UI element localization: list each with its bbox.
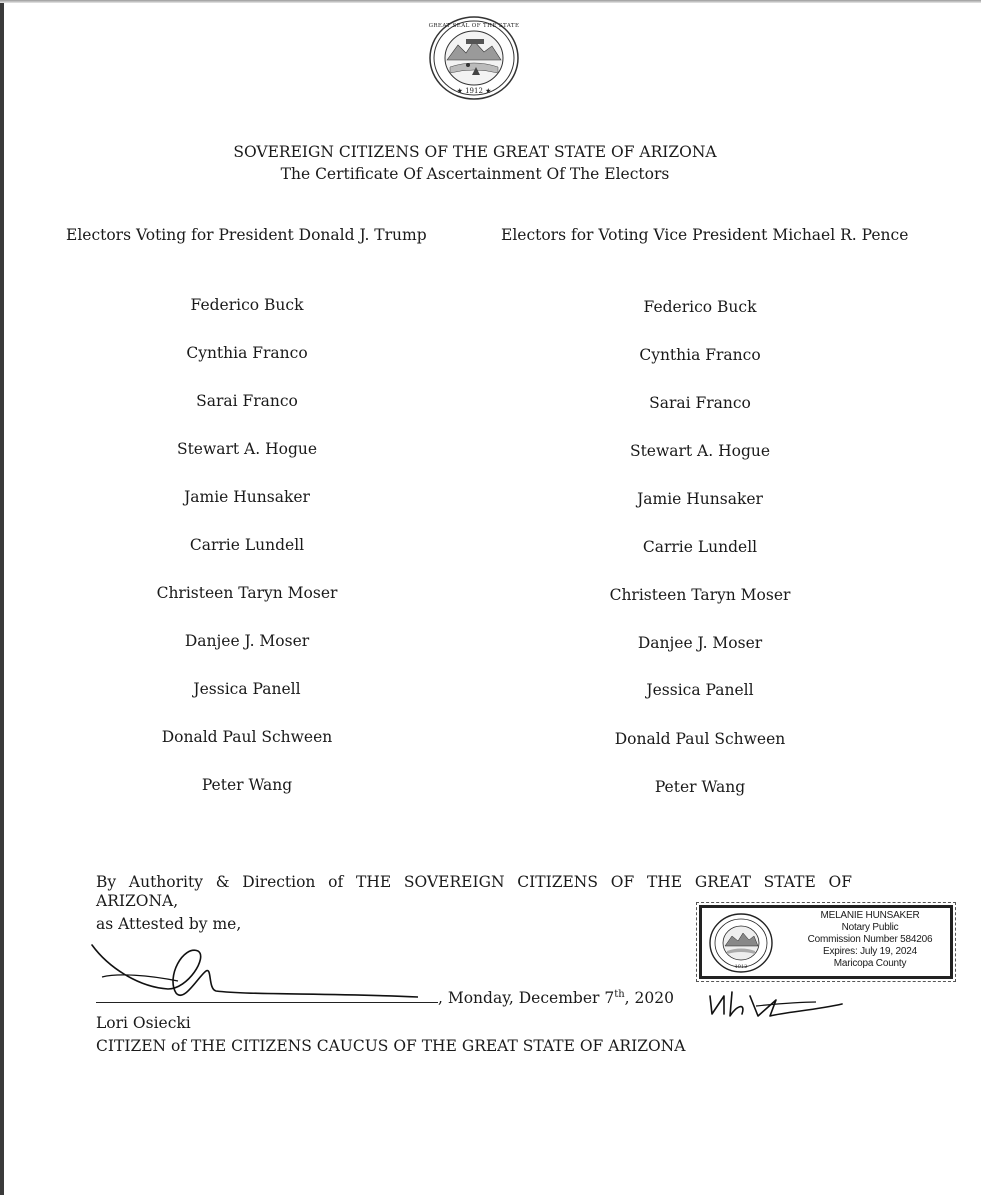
notary-seal-icon [708, 912, 774, 974]
list-item: Carrie Lundell [642, 538, 758, 556]
document-subtitle: The Certificate Of Ascertainment Of The Electors [280, 165, 670, 183]
list-item: Peter Wang [201, 776, 293, 794]
notary-name: MELANIE HUNSAKER [820, 910, 920, 921]
list-item: Danjee J. Moser [184, 632, 310, 650]
date-year: , 2020 [624, 989, 674, 1007]
list-item: Jamie Hunsaker [184, 488, 310, 506]
signature-line [96, 1002, 438, 1003]
list-item: Sarai Franco [196, 392, 298, 410]
list-item: Stewart A. Hogue [176, 440, 318, 458]
date-ordinal: th [614, 988, 625, 1000]
list-item: Federico Buck [643, 298, 757, 316]
president-electors-heading: Electors Voting for President Donald J. Trump [66, 226, 427, 244]
list-item: Donald Paul Schween [161, 728, 333, 746]
list-item: Peter Wang [654, 778, 746, 796]
notary-details [790, 910, 950, 970]
list-item: Jessica Panell [193, 680, 301, 698]
svg-text:1912: 1912 [734, 964, 748, 970]
arizona-state-seal-icon [428, 15, 520, 101]
list-item: Christeen Taryn Moser [609, 586, 791, 604]
notary-stamp [699, 905, 953, 979]
list-item: Cynthia Franco [186, 344, 308, 362]
handwritten-signature-icon [88, 937, 418, 1017]
list-item: Stewart A. Hogue [629, 442, 771, 460]
notary-county: Maricopa County [833, 958, 907, 969]
authority-statement: By Authority & Direction of THE SOVEREIGN CITIZENS OF THE GREAT STATE OF [96, 873, 852, 891]
signature-date [438, 989, 674, 1007]
notary-role: Notary Public [841, 922, 899, 933]
attested-by-line: as Attested by me, [96, 915, 242, 933]
list-item: Cynthia Franco [639, 346, 761, 364]
svg-text:GREAT SEAL OF THE STATE: GREAT SEAL OF THE STATE [428, 23, 520, 29]
page-top-shadow [0, 0, 981, 3]
document-title: SOVEREIGN CITIZENS OF THE GREAT STATE OF ARIZONA [233, 143, 717, 161]
date-prefix: , Monday, December 7 [438, 989, 615, 1007]
vice-president-electors-heading: Electors for Voting Vice President Michael R. Pence [501, 226, 909, 244]
signer-name: Lori Osiecki [96, 1014, 191, 1032]
list-item: Federico Buck [190, 296, 304, 314]
list-item: Jamie Hunsaker [637, 490, 763, 508]
notary-commission: Commission Number 584206 [807, 934, 933, 945]
notary-signature-icon [706, 988, 846, 1024]
authority-statement-continued: ARIZONA, [96, 892, 179, 910]
list-item: Jessica Panell [646, 681, 754, 699]
list-item: Carrie Lundell [189, 536, 305, 554]
svg-text:★ 1912 ★: ★ 1912 ★ [456, 87, 492, 95]
list-item: Sarai Franco [649, 394, 751, 412]
list-item: Donald Paul Schween [614, 730, 786, 748]
list-item: Christeen Taryn Moser [156, 584, 338, 602]
list-item: Danjee J. Moser [637, 634, 763, 652]
notary-expiration: Expires: July 19, 2024 [823, 946, 917, 957]
signer-title: CITIZEN of THE CITIZENS CAUCUS OF THE GREAT STATE OF ARIZONA [96, 1037, 686, 1055]
